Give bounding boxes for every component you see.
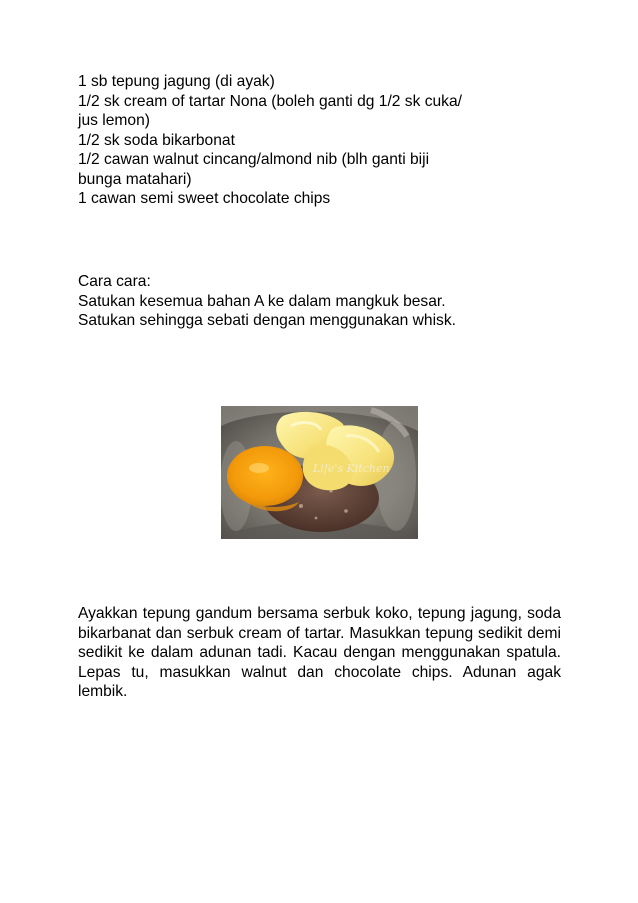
ingredient-list bbox=[78, 72, 561, 209]
mixing-bowl-photo bbox=[221, 406, 418, 539]
method-step-line: Satukan kesemua bahan A ke dalam mangkuk besar. bbox=[78, 292, 446, 310]
ingredient-line: 1 sb tepung jagung (di ayak) bbox=[78, 73, 275, 90]
instruction-paragraph: Ayakkan tepung gandum bersama serbuk koko, tepung jagung, soda bikarbanat dan serbuk cream of tartar. Masukkan tepung sedikit demi sedikit ke dalam adunan tadi. Kacau dengan menggunakan spatula. Lepas tu, masukkan walnut dan chocolate chips. Adunan agak lembik. bbox=[78, 605, 561, 700]
ingredient-line: 1/2 cawan walnut cincang/almond nib (blh ganti biji bbox=[78, 151, 430, 168]
ingredient-line: 1 cawan semi sweet chocolate chips bbox=[78, 190, 331, 207]
method-step-line: Satukan sehingga sebati dengan menggunakan whisk. bbox=[78, 312, 456, 329]
ingredient-line: 1/2 sk soda bikarbonat bbox=[78, 131, 235, 149]
ingredient-line: jus lemon) bbox=[78, 112, 150, 129]
method-section bbox=[78, 272, 561, 331]
ingredient-line: bunga matahari) bbox=[78, 170, 192, 188]
ingredient-line: 1/2 sk cream of tartar Nona (boleh ganti dg 1/2 sk cuka/ bbox=[78, 92, 462, 110]
photo-watermark: Life's Kitchen bbox=[313, 462, 390, 475]
method-heading: Cara cara: bbox=[78, 273, 151, 290]
